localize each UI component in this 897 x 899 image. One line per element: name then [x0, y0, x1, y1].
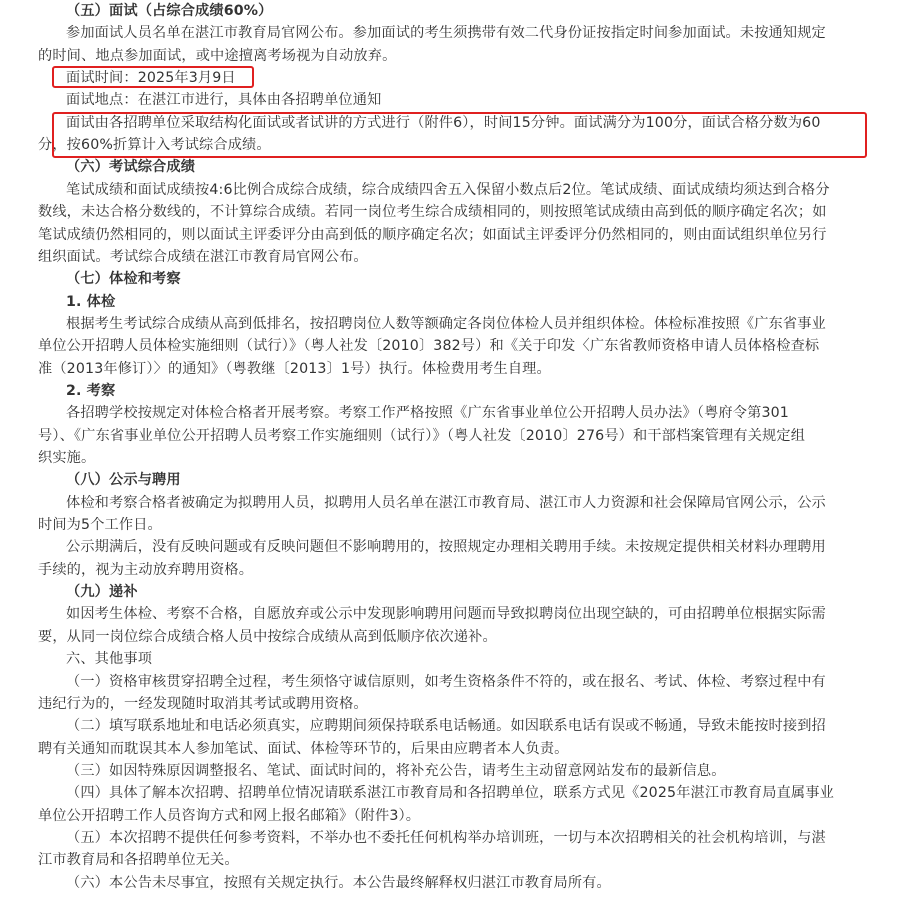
- paragraph-line: 如因考生体检、考察不合格，自愿放弃或公示中发现影响聘用问题而导致拟聘岗位出现空缺的，可由招聘单位根据实际需: [66, 606, 826, 623]
- paragraph-line: 手续的，视为主动放弃聘用资格。: [38, 561, 254, 578]
- section-heading: （九）递补: [66, 584, 138, 601]
- section-heading: （八）公示与聘用: [66, 472, 181, 489]
- paragraph-line: 单位公开招聘工作人员咨询方式和网上报名邮箱》（附件3）。: [38, 807, 421, 824]
- paragraph-line: 组织面试。考试综合成绩在湛江市教育局官网公布。: [38, 248, 368, 265]
- section-heading: （七）体检和考察: [66, 271, 181, 288]
- paragraph-line: 江市教育局和各招聘单位无关。: [38, 852, 239, 869]
- paragraph-line: 公示期满后，没有反映问题或有反映问题但不影响聘用的，按照规定办理相关聘用手续。未按规定提供相关材料办理聘用: [66, 539, 826, 556]
- section-heading: 1. 体检: [66, 293, 116, 310]
- paragraph-line: 号）、《广东省事业单位公开招聘人员考察工作实施细则（试行）》（粤人社发〔2010〕276号）和干部档案管理有关规定组: [38, 427, 806, 444]
- paragraph-line: 六、其他事项: [66, 651, 153, 668]
- paragraph-line: 分，按60%折算计入考试综合成绩。: [38, 137, 271, 154]
- paragraph-line: 根据考生考试综合成绩从高到低排名，按招聘岗位人数等额确定各岗位体检人员并组织体检。体检标准按照《广东省事业: [66, 315, 826, 332]
- paragraph-line: 单位公开招聘人员体检实施细则（试行）》（粤人社发〔2010〕382号）和《关于印发〈广东省教师资格申请人员体格检查标: [38, 338, 820, 355]
- paragraph-line: 笔试成绩和面试成绩按4:6比例合成综合成绩，综合成绩四舍五入保留小数点后2位。笔试成绩、面试成绩均须达到合格分: [66, 181, 830, 198]
- paragraph-line: 笔试成绩仍然相同的，则以面试主评委评分由高到低的顺序确定名次；如面试主评委评分仍然相同的，则由面试组织单位另行: [38, 226, 827, 243]
- paragraph-line: 违纪行为的，一经发现随时取消其考试或聘用资格。: [38, 695, 368, 712]
- paragraph-line: 面试地点：在湛江市进行，具体由各招聘单位通知: [66, 92, 382, 109]
- paragraph-line: （六）本公告未尽事宜，按照有关规定执行。本公告最终解释权归湛江市教育局所有。: [66, 874, 611, 891]
- paragraph-line: 织实施。: [38, 450, 96, 466]
- paragraph-line: 数线，未达合格分数线的，不计算综合成绩。若同一岗位考生综合成绩相同的，则按照笔试成绩由高到低的顺序确定名次；如: [38, 204, 827, 221]
- paragraph-line: 聘有关通知而耽误其本人参加笔试、面试、体检等环节的，后果由应聘者本人负责。: [38, 740, 569, 757]
- paragraph-line: 准（2013年修订）〉的通知》（粤教继〔2013〕1号）执行。体检费用考生自理。: [38, 360, 551, 377]
- paragraph-line: 的时间、地点参加面试，或中途擅离考场视为自动放弃。: [38, 47, 397, 64]
- paragraph-line: 各招聘学校按规定对体检合格者开展考察。考察工作严格按照《广东省事业单位公开招聘人员办法》（粤府令第301: [66, 405, 789, 422]
- paragraph-line: （一）资格审核贯穿招聘全过程，考生须恪守诚信原则，如考生资格条件不符的，或在报名、考试、体检、考察过程中有: [66, 673, 826, 690]
- paragraph-line: 面试时间：2025年3月9日: [66, 70, 236, 87]
- paragraph-line: 参加面试人员名单在湛江市教育局官网公布。参加面试的考生须携带有效二代身份证按指定时间参加面试。未按通知规定: [66, 25, 826, 42]
- paragraph-line: 体检和考察合格者被确定为拟聘用人员，拟聘用人员名单在湛江市教育局、湛江市人力资源和社会保障局官网公示，公示: [66, 494, 826, 511]
- paragraph-line: （二）填写联系地址和电话必须真实，应聘期间须保持联系电话畅通。如因联系电话有误或不畅通，导致未能按时接到招: [66, 718, 826, 735]
- paragraph-line: （三）如因特殊原因调整报名、笔试、面试时间的，将补充公告，请考生主动留意网站发布的最新信息。: [66, 762, 726, 779]
- section-heading: （六）考试综合成绩: [66, 159, 196, 176]
- paragraph-line: （四）具体了解本次招聘、招聘单位情况请联系湛江市教育局和各招聘单位，联系方式见《2025年湛江市教育局直属事业: [66, 785, 834, 802]
- paragraph-line: 要，从同一岗位综合成绩合格人员中按综合成绩从高到低顺序依次递补。: [38, 628, 497, 645]
- paragraph-line: （五）本次招聘不提供任何参考资料，不举办也不委托任何机构举办培训班，一切与本次招聘相关的社会机构培训，与湛: [66, 829, 826, 846]
- section-heading: （五）面试（占综合成绩60%）: [66, 3, 273, 19]
- paragraph-line: 时间为5个工作日。: [38, 517, 162, 534]
- paragraph-line: 面试由各招聘单位采取结构化面试或者试讲的方式进行（附件6），时间15分钟。面试满分为100分，面试合格分数为60: [66, 114, 821, 131]
- section-heading: 2. 考察: [66, 382, 116, 399]
